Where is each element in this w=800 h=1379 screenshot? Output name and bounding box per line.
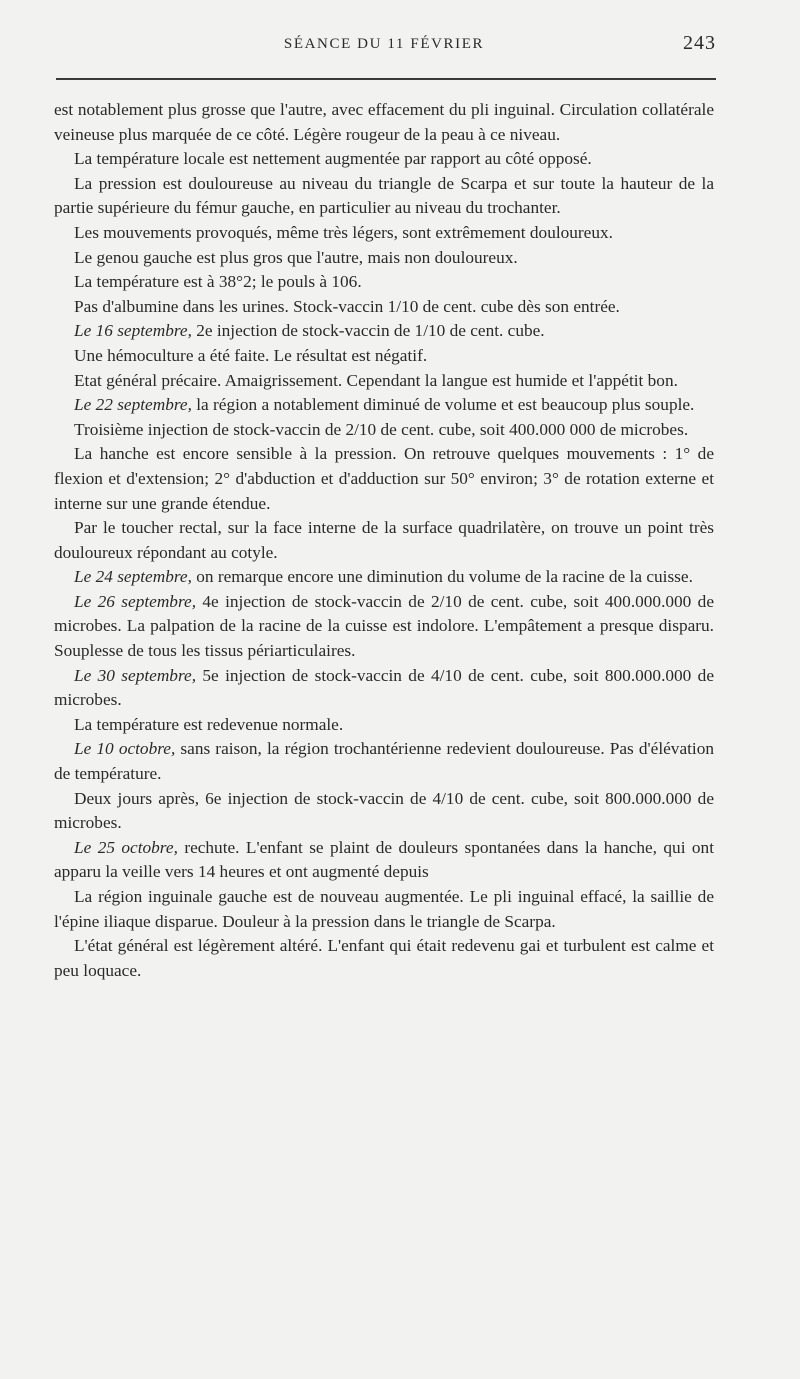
page-header [52,30,716,60]
paragraph: Le 24 septembre, on remarque encore une diminution du volume de la racine de la cuisse. [74,567,693,587]
paragraph: Les mouvements provoqués, même très légers, sont extrêmement douloureux. [74,222,613,242]
paragraph: Le 26 septembre, 4e injection de stock-vaccin de 2/10 de cent. cube, soit 400.000.000 de microbes. La palpation de la racine de la cuisse est indolore. L'empâtement a presque disparu. Souplesse de tous les tissus périarticulaires. [54,591,714,661]
entry-date: Le 25 octobre, [74,837,178,857]
paragraph: Le 16 septembre, 2e injection de stock-vaccin de 1/10 de cent. cube. [74,321,545,341]
paragraph: Etat général précaire. Amaigrissement. Cependant la langue est humide et l'appétit bon. [74,370,678,390]
paragraph: La température est redevenue normale. [74,714,344,734]
paragraph: La température locale est nettement augmentée par rapport au côté opposé. [74,149,592,169]
entry-date: Le 22 septembre, [74,395,192,415]
paragraph: Une hémoculture a été faite. Le résultat est négatif. [74,345,428,365]
paragraph: Troisième injection de stock-vaccin de 2/10 de cent. cube, soit 400.000 000 de microbes. [74,419,689,439]
entry-date: Le 30 septembre, [74,665,197,685]
entry-date: Le 16 septembre, [74,321,192,341]
paragraph: La pression est douloureuse au niveau du triangle de Scarpa et sur toute la hauteur de la partie supérieure du fémur gauche, en particulier au niveau du trochanter. [54,173,714,218]
paragraph: La région inguinale gauche est de nouveau augmentée. Le pli inguinal effacé, la saillie de l'épine iliaque disparue. Douleur à la pression dans le triangle de Scarpa. [54,887,714,931]
paragraph: Par le toucher rectal, sur la face interne de la surface quadrilatère, on trouve un point très douloureux répondant au cotyle. [54,518,714,562]
paragraph: Le 25 octobre, rechute. L'enfant se plaint de douleurs spontanées dans la hanche, qui ont apparu la veille vers 14 heures et ont augmenté depuis [54,837,715,882]
paragraph: La hanche est encore sensible à la pression. On retrouve quelques mouvements : 1° de flexion et d'extension; 2° d'abduction et d'adduction sur 50° environ; 3° de rotation externe et interne sur une grande étendue. [54,444,714,513]
paragraph: Le 10 octobre, sans raison, la région trochantérienne redevient douloureuse. Pas d'élévation de température. [54,739,715,784]
paragraph: Pas d'albumine dans les urines. Stock-vaccin 1/10 de cent. cube dès son entrée. [74,296,620,316]
entry-date: Le 24 septembre, [74,567,192,587]
header-rule [56,78,716,80]
paragraph: La température est à 38°2; le pouls à 106. [74,272,362,292]
paragraph: est notablement plus grosse que l'autre, avec effacement du pli inguinal. Circulation collatérale veineuse plus marquée de ce côté. Légère rougeur de la peau à ce niveau. [54,100,714,144]
entry-date: Le 10 octobre, [74,739,176,759]
paragraph: Le genou gauche est plus gros que l'autre, mais non douloureux. [74,247,518,267]
paragraph: Deux jours après, 6e injection de stock-vaccin de 4/10 de cent. cube, soit 800.000.000 de microbes. [54,788,714,833]
page-number: 243 [683,32,716,54]
entry-date: Le 26 septembre, [74,591,197,611]
running-head: SÉANCE DU 11 FÉVRIER [283,36,485,52]
body-text [54,98,714,983]
paragraph: L'état général est légèrement altéré. L'enfant qui était redevenu gai et turbulent est calme et peu loquace. [54,936,714,980]
paragraph: Le 22 septembre, la région a notablement diminué de volume et est beaucoup plus souple. [74,395,695,415]
paragraph: Le 30 septembre, 5e injection de stock-vaccin de 4/10 de cent. cube, soit 800.000.000 de microbes. [54,665,714,710]
